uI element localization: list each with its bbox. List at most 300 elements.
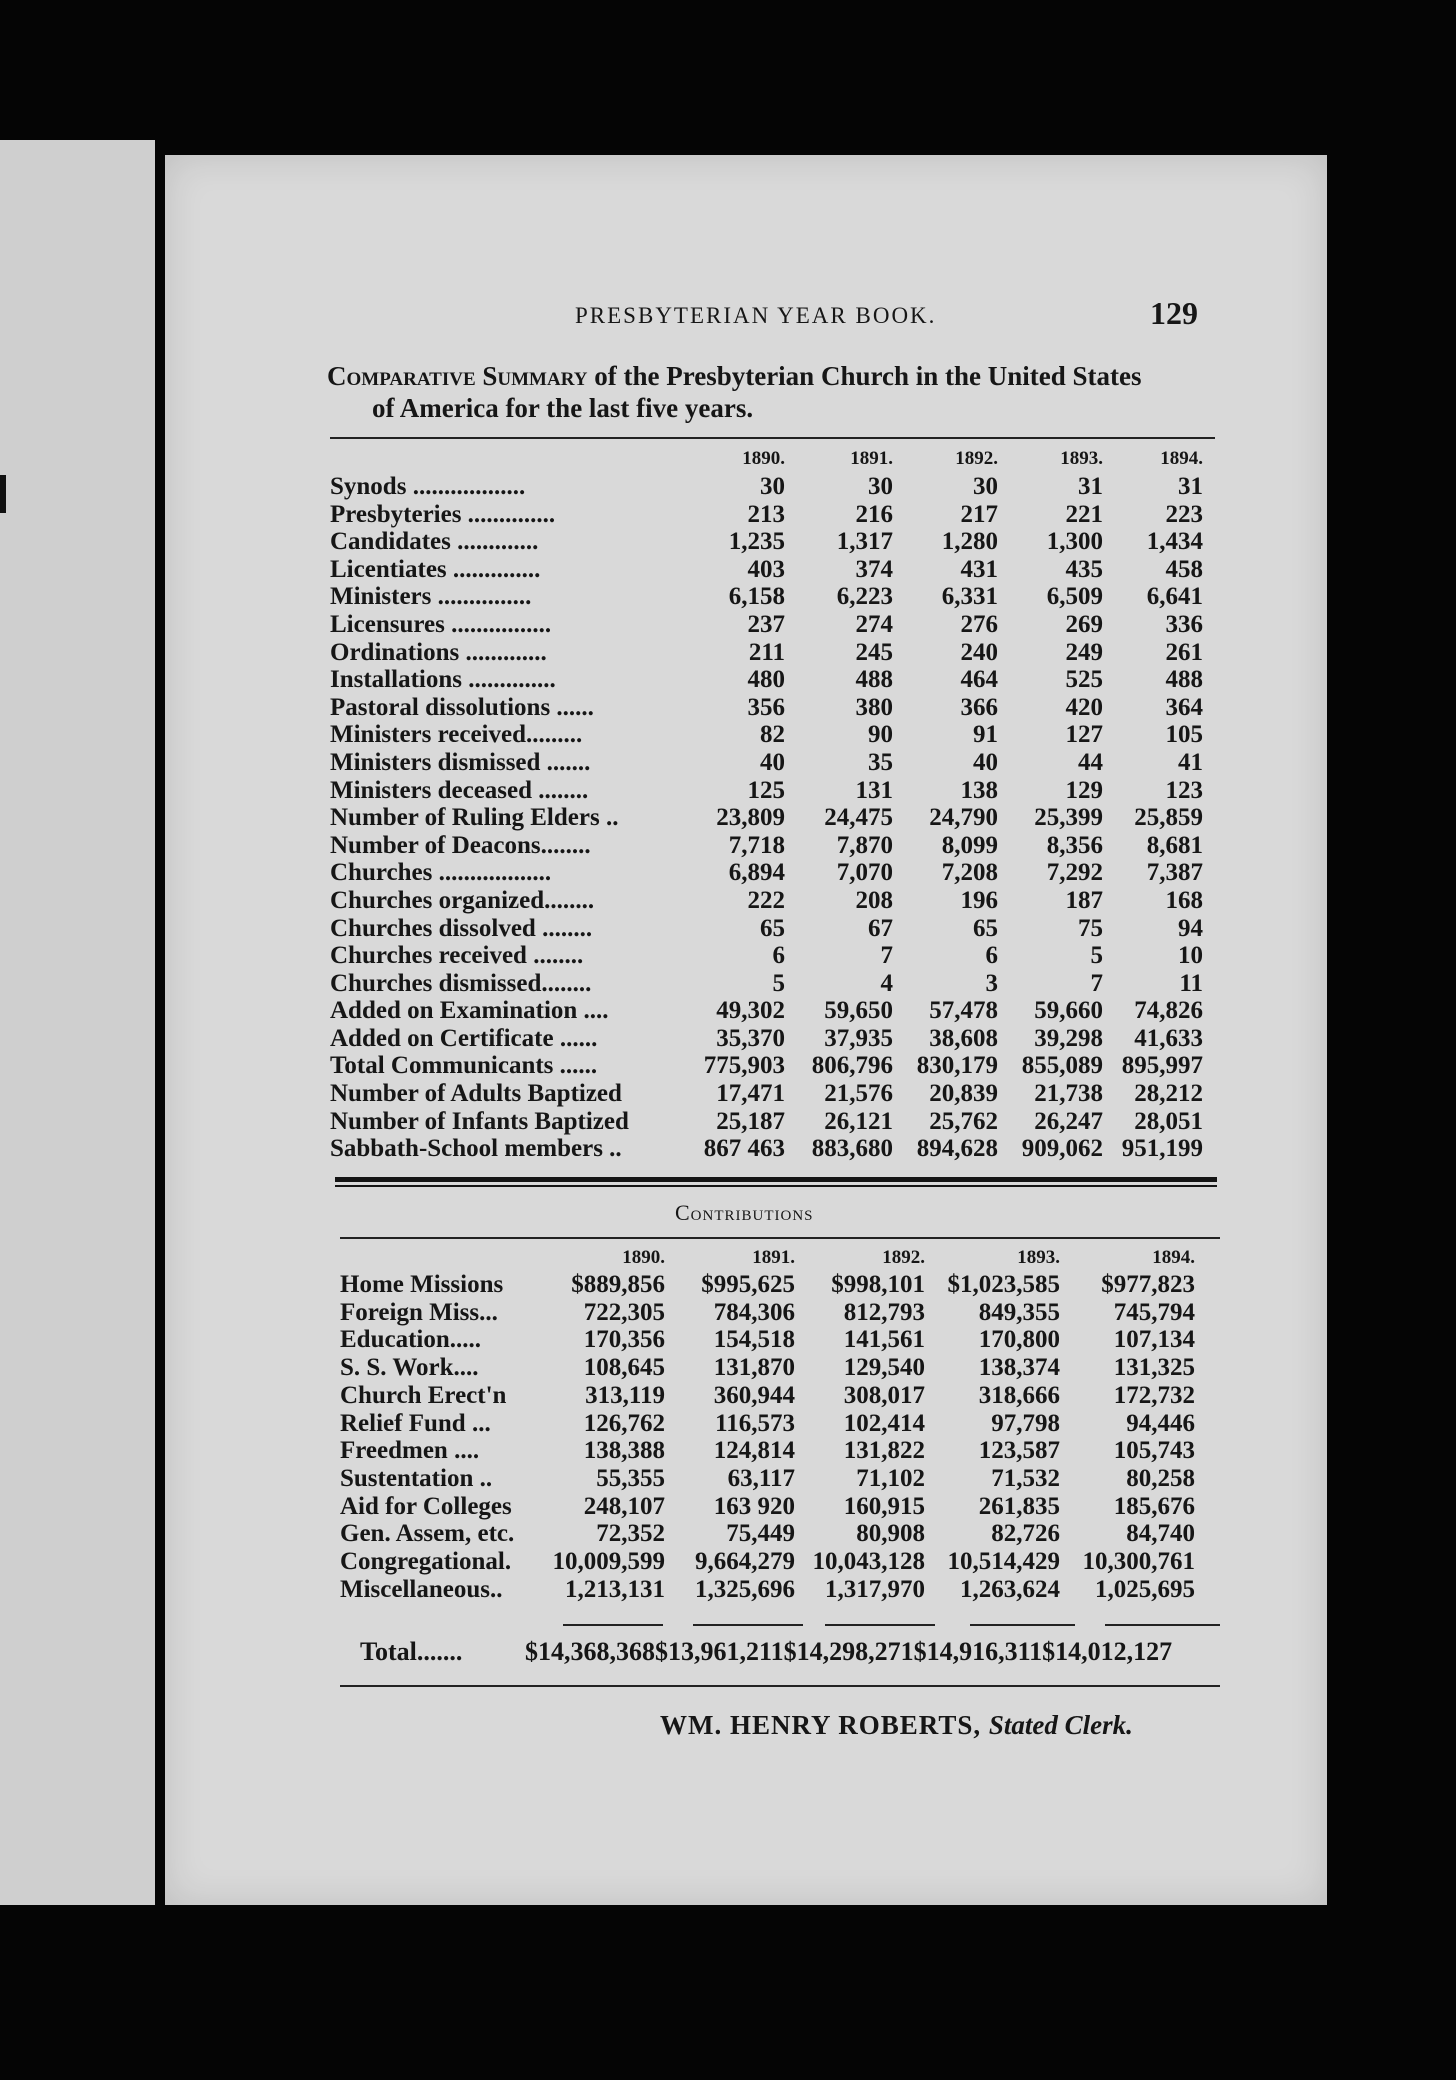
summary-year: 1894. [1160,448,1203,469]
summary-row-label: Number of Adults Baptized [330,1080,622,1108]
contributions-year: 1891. [752,1247,795,1268]
summary-cell: 26,121 [824,1107,893,1135]
summary-row-label: Licensures ................ [330,610,552,638]
contributions-top-rule [340,1237,1220,1239]
summary-row [330,997,1203,1025]
summary-cell: 129 [1065,776,1103,804]
contributions-cell: 80,908 [856,1520,925,1548]
total-value: $14,298,271 [783,1637,914,1666]
contributions-row-label: Miscellaneous.. [340,1575,503,1603]
contributions-cell: $995,625 [701,1271,795,1298]
summary-row-label: Licentiates .............. [330,555,541,583]
summary-row-label: Pastoral dissolutions ...... [330,693,594,721]
summary-cell: 59,650 [824,997,893,1025]
contributions-cell: 10,514,429 [947,1548,1060,1576]
summary-cell: 356 [747,693,785,721]
contributions-cell: $889,856 [571,1271,665,1298]
summary-cell: 488 [1165,666,1203,694]
summary-row-label: Added on Examination .... [330,997,609,1025]
summary-cell: 1,317 [836,528,893,556]
summary-cell: 26,247 [1034,1107,1103,1135]
summary-cell: 7,070 [836,859,893,887]
summary-cell: 30 [760,473,785,500]
contributions-cell: 97,798 [991,1409,1060,1437]
summary-cell: 5 [772,969,785,997]
summary-cell: 269 [1065,610,1103,638]
summary-row [330,501,1203,529]
summary-cell: 74,826 [1134,997,1203,1025]
summary-cell: 222 [747,886,785,914]
summary-cell: 480 [747,666,785,694]
contributions-cell: 105,743 [1113,1437,1195,1465]
summary-cell: 65 [760,914,785,942]
summary-row [330,1080,1203,1108]
summary-cell: 138 [960,776,998,804]
contributions-cell: 72,352 [596,1520,665,1548]
sum-rule [693,1624,803,1626]
summary-cell: 6,894 [728,859,785,887]
contributions-row [340,1520,1195,1548]
contributions-cell: 1,317,970 [825,1575,925,1603]
summary-row [330,639,1203,667]
contributions-cell: 108,645 [583,1354,665,1382]
summary-cell: 217 [960,500,998,528]
contributions-year: 1892. [882,1247,925,1268]
summary-cell: 7,292 [1046,859,1103,887]
contributions-cell: 10,043,128 [812,1548,925,1576]
summary-row-label: Number of Infants Baptized [330,1107,629,1135]
summary-cell: 44 [1078,748,1103,776]
summary-row-label: Synods .................. [330,473,526,500]
contributions-row-label: S. S. Work.... [340,1354,479,1382]
summary-cell: 909,062 [1021,1135,1103,1163]
summary-cell: 6,158 [728,583,785,611]
contributions-row-label: Home Missions [340,1271,504,1298]
summary-cell: 31 [1178,473,1203,500]
summary-row [330,887,1203,915]
contributions-year: 1894. [1152,1247,1195,1268]
summary-cell: 21,738 [1034,1080,1103,1108]
summary-cell: 216 [855,500,893,528]
signature-name: WM. HENRY ROBERTS, [660,1710,982,1740]
contributions-cell: 71,102 [856,1464,925,1492]
summary-cell: 11 [1179,969,1203,997]
summary-cell: 35,370 [716,1024,785,1052]
summary-row-label: Ministers dismissed ....... [330,748,591,776]
contributions-cell: 170,356 [583,1326,665,1354]
contributions-row-label: Congregational. [340,1548,512,1576]
summary-row-label: Total Communicants ...... [330,1052,598,1080]
page-number: 129 [1150,295,1198,331]
total-value: $14,012,127 [1042,1637,1173,1666]
summary-year: 1893. [1060,448,1103,469]
summary-cell: 28,051 [1134,1107,1203,1135]
summary-cell: 458 [1165,555,1203,583]
contributions-cell: 1,263,624 [960,1575,1060,1603]
summary-row-label: Ordinations ............. [330,638,547,666]
summary-cell: 30 [973,473,998,500]
summary-cell: 8,681 [1146,831,1203,859]
summary-row-label: Number of Deacons........ [330,831,591,859]
summary-cell: 25,399 [1034,804,1103,832]
total-bottom-rule [340,1685,1220,1687]
summary-title-rest: of the Presbyterian Church in the United States [587,361,1142,391]
contributions-cell: 129,540 [843,1354,925,1382]
contributions-row [340,1437,1195,1465]
summary-cell: 6,509 [1046,583,1103,611]
summary-cell: 6,641 [1146,583,1203,611]
summary-cell: 131 [855,776,893,804]
summary-row-label: Ministers received......... [330,721,583,749]
summary-cell: 403 [747,555,785,583]
summary-cell: 25,859 [1134,804,1203,832]
summary-cell: 211 [748,638,785,666]
contributions-cell: 160,915 [843,1492,925,1520]
contributions-header-blank [340,1245,540,1271]
summary-cell: 31 [1078,473,1103,500]
summary-cell: 35 [868,748,893,776]
summary-cell: 464 [960,666,998,694]
summary-cell: 57,478 [929,997,998,1025]
summary-year: 1891. [850,448,893,469]
sum-rule [825,1624,935,1626]
contributions-cell: 745,794 [1113,1298,1195,1326]
summary-cell: 223 [1165,500,1203,528]
contributions-cell: 82,726 [991,1520,1060,1548]
summary-cell: 435 [1065,555,1103,583]
contributions-header-row [340,1245,1195,1271]
contributions-row-label: Education..... [340,1326,482,1354]
contributions-cell: 1,325,696 [695,1575,795,1603]
contributions-cell: 812,793 [843,1298,925,1326]
contributions-cell: 141,561 [843,1326,925,1354]
contributions-row [340,1271,1195,1299]
contributions-row-label: Freedmen .... [340,1437,480,1465]
summary-cell: 488 [855,666,893,694]
summary-cell: 1,280 [941,528,998,556]
contributions-row [340,1354,1195,1382]
contributions-cell: $977,823 [1101,1271,1195,1298]
summary-row [330,528,1203,556]
summary-cell: 366 [960,693,998,721]
summary-cell: 525 [1065,666,1103,694]
signature [660,1710,1133,1741]
contributions-row-label: Church Erect'n [340,1381,507,1409]
summary-cell: 6 [772,942,785,970]
summary-cell: 775,903 [703,1052,785,1080]
summary-cell: 5 [1090,942,1103,970]
summary-cell: 38,608 [929,1024,998,1052]
summary-header-row [330,445,1203,473]
total-value: $14,916,311 [913,1637,1043,1666]
contributions-cell: 102,414 [843,1409,925,1437]
summary-row [330,777,1203,805]
contributions-title: Contributions [675,1200,814,1225]
contributions-cell: 261,835 [978,1492,1060,1520]
contributions-cell: 172,732 [1113,1381,1195,1409]
summary-cell: 380 [855,693,893,721]
summary-cell: 249 [1065,638,1103,666]
summary-cell: 221 [1065,500,1103,528]
summary-cell: 7,208 [941,859,998,887]
summary-row [330,970,1203,998]
summary-cell: 1,300 [1046,528,1103,556]
summary-year: 1890. [742,448,785,469]
contributions-row-label: Sustentation .. [340,1464,493,1492]
summary-row [330,1135,1203,1163]
contributions-row [340,1382,1195,1410]
facing-page-mark [0,475,6,513]
contributions-cell: 313,119 [585,1381,665,1409]
contributions-cell: 163 920 [713,1492,795,1520]
summary-cell: 237 [747,610,785,638]
summary-cell: 7 [880,942,893,970]
summary-cell: 3 [985,969,998,997]
summary-cell: 94 [1178,914,1203,942]
contributions-cell: 126,762 [583,1409,665,1437]
contributions-year: 1893. [1017,1247,1060,1268]
contributions-row [340,1410,1195,1438]
contributions-cell: 123,587 [978,1437,1060,1465]
contributions-cell: 784,306 [713,1298,795,1326]
summary-year: 1892. [955,448,998,469]
summary-cell: 208 [855,886,893,914]
contributions-cell: 63,117 [727,1464,795,1492]
summary-row-label: Churches organized........ [330,886,595,914]
summary-cell: 240 [960,638,998,666]
summary-cell: 65 [973,914,998,942]
summary-cell: 21,576 [824,1080,893,1108]
contributions-row [340,1576,1195,1604]
contributions-row [340,1326,1195,1354]
summary-row-label: Number of Ruling Elders .. [330,804,619,832]
contributions-cell: $1,023,585 [947,1271,1060,1298]
summary-cell: 37,935 [824,1024,893,1052]
contributions-cell: 131,325 [1113,1354,1195,1382]
contributions-cell: 75,449 [726,1520,795,1548]
summary-cell: 23,809 [716,804,785,832]
summary-cell: 40 [760,748,785,776]
summary-title-line2: of America for the last five years. [372,393,754,423]
summary-cell: 894,628 [916,1135,998,1163]
contributions-cell: 318,666 [978,1381,1060,1409]
contributions-cell: 138,388 [583,1437,665,1465]
summary-row-label: Churches .................. [330,859,552,887]
summary-cell: 25,187 [716,1107,785,1135]
summary-row-label: Installations .............. [330,666,556,694]
contributions-cell: 131,822 [843,1437,925,1465]
summary-cell: 420 [1065,693,1103,721]
summary-cell: 168 [1165,886,1203,914]
contributions-cell: 138,374 [978,1354,1060,1382]
contributions-cell: 308,017 [843,1381,925,1409]
summary-row [330,942,1203,970]
summary-row-label: Presbyteries .............. [330,500,556,528]
contributions-row [340,1299,1195,1327]
contributions-year: 1890. [622,1247,665,1268]
summary-cell: 7,870 [836,831,893,859]
summary-table [330,445,1203,1163]
summary-cell: 213 [747,500,785,528]
summary-cell: 123 [1165,776,1203,804]
summary-cell: 6 [985,942,998,970]
summary-cell: 10 [1178,942,1203,970]
contributions-cell: 71,532 [991,1464,1060,1492]
contributions-cell: 116,573 [715,1409,795,1437]
summary-cell: 41,633 [1134,1024,1203,1052]
summary-cell: 39,298 [1034,1024,1103,1052]
contributions-row-label: Aid for Colleges [340,1492,512,1520]
summary-cell: 274 [855,610,893,638]
contributions-row [340,1493,1195,1521]
summary-cell: 895,997 [1121,1052,1203,1080]
contributions-row-label: Foreign Miss... [340,1298,498,1326]
running-head: PRESBYTERIAN YEAR BOOK. [575,303,937,328]
summary-cell: 830,179 [916,1052,998,1080]
summary-cell: 24,790 [929,804,998,832]
summary-cell: 245 [855,638,893,666]
summary-cell: 1,434 [1146,528,1203,556]
summary-cell: 276 [960,610,998,638]
contributions-cell: 248,107 [583,1492,665,1520]
summary-cell: 125 [747,776,785,804]
summary-row-label: Sabbath-School members .. [330,1135,622,1163]
summary-bottom-rule-thin [335,1185,1217,1187]
summary-cell: 374 [855,555,893,583]
total-label: Total....... [360,1637,463,1666]
summary-cell: 90 [868,721,893,749]
summary-cell: 8,356 [1046,831,1103,859]
summary-cell: 105 [1165,721,1203,749]
contributions-cell: 9,664,279 [695,1548,795,1576]
contributions-cell: 80,258 [1126,1464,1195,1492]
contributions-row-label: Relief Fund ... [340,1409,491,1437]
summary-cell: 25,762 [929,1107,998,1135]
summary-row-label: Candidates ............. [330,528,539,556]
contributions-cell: 1,025,695 [1095,1575,1195,1603]
summary-cell: 261 [1165,638,1203,666]
summary-cell: 75 [1078,914,1103,942]
summary-header-blank [330,445,680,473]
summary-row [330,611,1203,639]
summary-cell: 196 [960,886,998,914]
sum-rule [970,1624,1075,1626]
contributions-cell: 131,870 [713,1354,795,1382]
contributions-cell: 94,446 [1126,1409,1195,1437]
summary-cell: 28,212 [1134,1080,1203,1108]
summary-row [330,721,1203,749]
summary-cell: 8,099 [941,831,998,859]
summary-cell: 855,089 [1021,1052,1103,1080]
summary-row [330,666,1203,694]
summary-cell: 883,680 [811,1135,893,1163]
summary-cell: 24,475 [824,804,893,832]
summary-cell: 951,199 [1121,1135,1203,1163]
summary-cell: 6,223 [836,583,893,611]
contributions-cell: 154,518 [713,1326,795,1354]
summary-cell: 7 [1090,969,1103,997]
summary-cell: 7,387 [1146,859,1203,887]
summary-cell: 59,660 [1034,997,1103,1025]
book-page [165,155,1327,1905]
summary-cell: 127 [1065,721,1103,749]
summary-row [330,1108,1203,1136]
contributions-cell: 107,134 [1113,1326,1195,1354]
contributions-row-label: Gen. Assem, etc. [340,1520,515,1548]
summary-cell: 806,796 [811,1052,893,1080]
summary-row-label: Churches received ........ [330,942,584,970]
summary-cell: 67 [868,914,893,942]
summary-cell: 867 463 [703,1135,785,1163]
summary-cell: 49,302 [716,997,785,1025]
summary-cell: 431 [960,555,998,583]
sum-rule [1105,1624,1220,1626]
summary-row [330,1025,1203,1053]
summary-cell: 336 [1165,610,1203,638]
summary-bottom-rule-thick [335,1177,1217,1182]
summary-row [330,804,1203,832]
total-row [360,1637,1172,1667]
contributions-cell: 849,355 [978,1298,1060,1326]
summary-title-smallcaps: Comparative Summary [327,361,588,391]
summary-cell: 364 [1165,693,1203,721]
contributions-cell: 170,800 [978,1326,1060,1354]
contributions-row [340,1465,1195,1493]
contributions-table [340,1245,1195,1603]
contributions-cell: 1,213,131 [565,1575,665,1603]
summary-row [330,859,1203,887]
summary-cell: 30 [868,473,893,500]
summary-row [330,473,1203,501]
summary-cell: 82 [760,721,785,749]
summary-cell: 17,471 [716,1080,785,1108]
summary-row [330,583,1203,611]
summary-row-label: Added on Certificate ...... [330,1024,598,1052]
signature-title: Stated Clerk. [988,1710,1133,1740]
summary-cell: 187 [1065,886,1103,914]
contributions-cell: 185,676 [1113,1492,1195,1520]
summary-row-label: Ministers ............... [330,583,532,611]
summary-cell: 4 [880,969,893,997]
summary-row-label: Churches dismissed........ [330,969,592,997]
contributions-cell: 722,305 [583,1298,665,1326]
summary-row [330,694,1203,722]
summary-cell: 1,235 [728,528,785,556]
summary-cell: 7,718 [728,831,785,859]
contributions-cell: 360,944 [713,1381,795,1409]
summary-row-label: Ministers deceased ........ [330,776,589,804]
sum-rule [563,1624,663,1626]
total-value: $14,368,368 [525,1637,655,1666]
summary-row-label: Churches dissolved ........ [330,914,593,942]
contributions-cell: 124,814 [713,1437,795,1465]
facing-page-edge [0,140,155,1905]
summary-row [330,556,1203,584]
summary-row [330,832,1203,860]
total-value: $13,961,211 [655,1637,784,1666]
contributions-cell: 55,355 [596,1464,665,1492]
summary-cell: 40 [973,748,998,776]
contributions-cell: 10,300,761 [1082,1548,1195,1576]
contributions-cell: $998,101 [831,1271,925,1298]
summary-row [330,1052,1203,1080]
summary-top-rule [330,437,1215,439]
summary-cell: 6,331 [941,583,998,611]
summary-title [327,360,1327,424]
summary-row [330,749,1203,777]
summary-cell: 20,839 [929,1080,998,1108]
contributions-row [340,1548,1195,1576]
